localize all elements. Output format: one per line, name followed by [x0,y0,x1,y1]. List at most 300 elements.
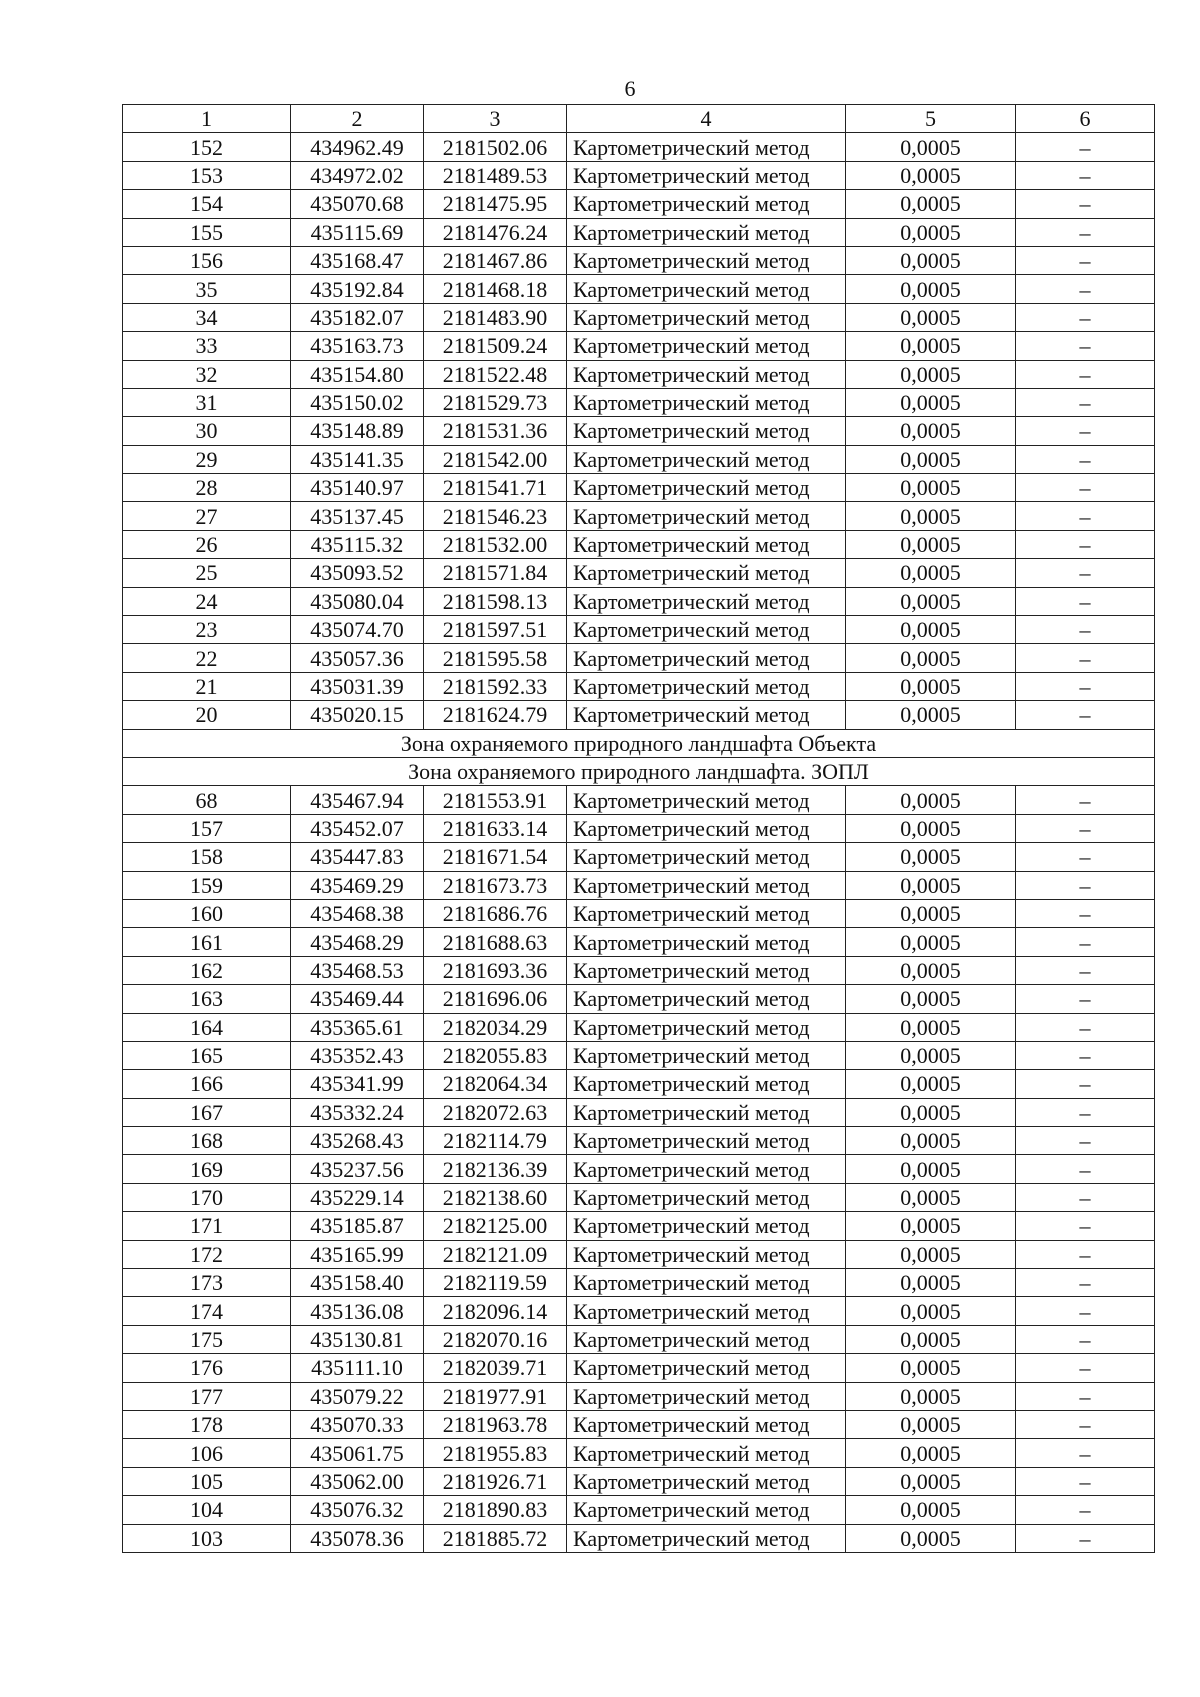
accuracy-cell: 0,0005 [846,701,1016,729]
point-number-cell: 33 [123,332,291,360]
x-coordinate-cell: 435140.97 [291,474,424,502]
y-coordinate-cell: 2181475.95 [424,190,567,218]
table-row [123,644,1155,672]
description-cell: – [1016,559,1155,587]
x-coordinate-cell: 435237.56 [291,1155,424,1183]
method-cell: Картометрический метод [567,1496,846,1524]
x-coordinate-cell: 435130.81 [291,1325,424,1353]
accuracy-cell: 0,0005 [846,303,1016,331]
method-cell: Картометрический метод [567,1212,846,1240]
point-number-cell: 152 [123,133,291,161]
point-number-cell: 31 [123,388,291,416]
accuracy-cell: 0,0005 [846,616,1016,644]
x-coordinate-cell: 435229.14 [291,1183,424,1211]
x-coordinate-cell: 434972.02 [291,161,424,189]
table-row [123,1155,1155,1183]
method-cell: Картометрический метод [567,1127,846,1155]
method-cell: Картометрический метод [567,616,846,644]
method-cell: Картометрический метод [567,360,846,388]
point-number-cell: 170 [123,1183,291,1211]
accuracy-cell: 0,0005 [846,474,1016,502]
y-coordinate-cell: 2182121.09 [424,1240,567,1268]
section-title-row [123,757,1155,785]
y-coordinate-cell: 2182119.59 [424,1269,567,1297]
point-number-cell: 103 [123,1524,291,1552]
method-cell: Картометрический метод [567,246,846,274]
point-number-cell: 22 [123,644,291,672]
point-number-cell: 26 [123,530,291,558]
y-coordinate-cell: 2182096.14 [424,1297,567,1325]
description-cell: – [1016,1410,1155,1438]
table-row [123,1382,1155,1410]
y-coordinate-cell: 2181885.72 [424,1524,567,1552]
method-cell: Картометрический метод [567,1439,846,1467]
accuracy-cell: 0,0005 [846,218,1016,246]
y-coordinate-cell: 2181532.00 [424,530,567,558]
accuracy-cell: 0,0005 [846,1382,1016,1410]
accuracy-cell: 0,0005 [846,1297,1016,1325]
method-cell: Картометрический метод [567,1070,846,1098]
description-cell: – [1016,1155,1155,1183]
y-coordinate-cell: 2181522.48 [424,360,567,388]
x-coordinate-cell: 435070.68 [291,190,424,218]
table-row [123,530,1155,558]
description-cell: – [1016,956,1155,984]
description-cell: – [1016,445,1155,473]
x-coordinate-cell: 435158.40 [291,1269,424,1297]
y-coordinate-cell: 2182039.71 [424,1354,567,1382]
accuracy-cell: 0,0005 [846,672,1016,700]
y-coordinate-cell: 2181467.86 [424,246,567,274]
description-cell: – [1016,190,1155,218]
x-coordinate-cell: 435468.29 [291,928,424,956]
accuracy-cell: 0,0005 [846,1155,1016,1183]
point-number-cell: 173 [123,1269,291,1297]
method-cell: Картометрический метод [567,502,846,530]
y-coordinate-cell: 2182114.79 [424,1127,567,1155]
point-number-cell: 172 [123,1240,291,1268]
description-cell: – [1016,303,1155,331]
table-row [123,1524,1155,1552]
table-row [123,1269,1155,1297]
method-cell: Картометрический метод [567,445,846,473]
table-row [123,303,1155,331]
point-number-cell: 156 [123,246,291,274]
accuracy-cell: 0,0005 [846,928,1016,956]
table-row [123,1410,1155,1438]
header-row [123,105,1155,133]
table-row [123,1070,1155,1098]
method-cell: Картометрический метод [567,1382,846,1410]
x-coordinate-cell: 435447.83 [291,843,424,871]
y-coordinate-cell: 2181696.06 [424,985,567,1013]
table-row [123,1297,1155,1325]
x-coordinate-cell: 435076.32 [291,1496,424,1524]
accuracy-cell: 0,0005 [846,275,1016,303]
accuracy-cell: 0,0005 [846,871,1016,899]
method-cell: Картометрический метод [567,190,846,218]
point-number-cell: 176 [123,1354,291,1382]
x-coordinate-cell: 435137.45 [291,502,424,530]
description-cell: – [1016,1325,1155,1353]
x-coordinate-cell: 435468.53 [291,956,424,984]
point-number-cell: 155 [123,218,291,246]
point-number-cell: 168 [123,1127,291,1155]
x-coordinate-cell: 435115.69 [291,218,424,246]
x-coordinate-cell: 435079.22 [291,1382,424,1410]
y-coordinate-cell: 2182055.83 [424,1041,567,1069]
accuracy-cell: 0,0005 [846,1070,1016,1098]
description-cell: – [1016,616,1155,644]
point-number-cell: 30 [123,417,291,445]
y-coordinate-cell: 2181592.33 [424,672,567,700]
accuracy-cell: 0,0005 [846,190,1016,218]
point-number-cell: 153 [123,161,291,189]
x-coordinate-cell: 435268.43 [291,1127,424,1155]
table-row [123,388,1155,416]
point-number-cell: 21 [123,672,291,700]
method-cell: Картометрический метод [567,1410,846,1438]
y-coordinate-cell: 2182064.34 [424,1070,567,1098]
table-body [123,133,1155,1553]
header-cell: 2 [291,105,424,133]
y-coordinate-cell: 2181624.79 [424,701,567,729]
header-cell: 3 [424,105,567,133]
point-number-cell: 68 [123,786,291,814]
method-cell: Картометрический метод [567,133,846,161]
section-title: Зона охраняемого природного ландшафта. ЗОПЛ [123,757,1155,785]
method-cell: Картометрический метод [567,1325,846,1353]
description-cell: – [1016,871,1155,899]
coordinates-table [122,104,1155,1553]
y-coordinate-cell: 2181509.24 [424,332,567,360]
x-coordinate-cell: 435467.94 [291,786,424,814]
method-cell: Картометрический метод [567,1098,846,1126]
x-coordinate-cell: 435332.24 [291,1098,424,1126]
description-cell: – [1016,1297,1155,1325]
y-coordinate-cell: 2181977.91 [424,1382,567,1410]
y-coordinate-cell: 2181542.00 [424,445,567,473]
method-cell: Картометрический метод [567,814,846,842]
point-number-cell: 161 [123,928,291,956]
x-coordinate-cell: 435111.10 [291,1354,424,1382]
description-cell: – [1016,701,1155,729]
y-coordinate-cell: 2181963.78 [424,1410,567,1438]
description-cell: – [1016,672,1155,700]
method-cell: Картометрический метод [567,1467,846,1495]
header-cell: 5 [846,105,1016,133]
description-cell: – [1016,1098,1155,1126]
x-coordinate-cell: 435150.02 [291,388,424,416]
x-coordinate-cell: 435341.99 [291,1070,424,1098]
description-cell: – [1016,246,1155,274]
accuracy-cell: 0,0005 [846,332,1016,360]
table-row [123,332,1155,360]
description-cell: – [1016,1240,1155,1268]
x-coordinate-cell: 435165.99 [291,1240,424,1268]
description-cell: – [1016,1524,1155,1552]
table-row [123,616,1155,644]
method-cell: Картометрический метод [567,899,846,927]
accuracy-cell: 0,0005 [846,1410,1016,1438]
accuracy-cell: 0,0005 [846,360,1016,388]
y-coordinate-cell: 2181955.83 [424,1439,567,1467]
y-coordinate-cell: 2181546.23 [424,502,567,530]
table-row [123,360,1155,388]
header-cell: 4 [567,105,846,133]
y-coordinate-cell: 2181597.51 [424,616,567,644]
point-number-cell: 177 [123,1382,291,1410]
method-cell: Картометрический метод [567,956,846,984]
description-cell: – [1016,360,1155,388]
header-cell: 6 [1016,105,1155,133]
point-number-cell: 166 [123,1070,291,1098]
table-row [123,502,1155,530]
method-cell: Картометрический метод [567,388,846,416]
y-coordinate-cell: 2181553.91 [424,786,567,814]
accuracy-cell: 0,0005 [846,1127,1016,1155]
y-coordinate-cell: 2182072.63 [424,1098,567,1126]
y-coordinate-cell: 2181489.53 [424,161,567,189]
y-coordinate-cell: 2182138.60 [424,1183,567,1211]
accuracy-cell: 0,0005 [846,956,1016,984]
point-number-cell: 157 [123,814,291,842]
accuracy-cell: 0,0005 [846,786,1016,814]
description-cell: – [1016,417,1155,445]
accuracy-cell: 0,0005 [846,1325,1016,1353]
accuracy-cell: 0,0005 [846,814,1016,842]
method-cell: Картометрический метод [567,587,846,615]
y-coordinate-cell: 2182125.00 [424,1212,567,1240]
table-row [123,1354,1155,1382]
method-cell: Картометрический метод [567,559,846,587]
description-cell: – [1016,928,1155,956]
method-cell: Картометрический метод [567,530,846,558]
description-cell: – [1016,1269,1155,1297]
method-cell: Картометрический метод [567,1297,846,1325]
x-coordinate-cell: 435061.75 [291,1439,424,1467]
x-coordinate-cell: 435185.87 [291,1212,424,1240]
point-number-cell: 27 [123,502,291,530]
table-row [123,814,1155,842]
accuracy-cell: 0,0005 [846,843,1016,871]
accuracy-cell: 0,0005 [846,1524,1016,1552]
x-coordinate-cell: 435352.43 [291,1041,424,1069]
table-row [123,1240,1155,1268]
y-coordinate-cell: 2181571.84 [424,559,567,587]
y-coordinate-cell: 2181926.71 [424,1467,567,1495]
point-number-cell: 171 [123,1212,291,1240]
x-coordinate-cell: 435154.80 [291,360,424,388]
description-cell: – [1016,644,1155,672]
y-coordinate-cell: 2181529.73 [424,388,567,416]
method-cell: Картометрический метод [567,332,846,360]
y-coordinate-cell: 2182070.16 [424,1325,567,1353]
accuracy-cell: 0,0005 [846,1240,1016,1268]
x-coordinate-cell: 435469.44 [291,985,424,1013]
section-title-row [123,729,1155,757]
table-row [123,445,1155,473]
description-cell: – [1016,587,1155,615]
x-coordinate-cell: 435192.84 [291,275,424,303]
x-coordinate-cell: 435074.70 [291,616,424,644]
point-number-cell: 164 [123,1013,291,1041]
method-cell: Картометрический метод [567,1041,846,1069]
description-cell: – [1016,814,1155,842]
y-coordinate-cell: 2181595.58 [424,644,567,672]
description-cell: – [1016,899,1155,927]
accuracy-cell: 0,0005 [846,644,1016,672]
description-cell: – [1016,502,1155,530]
x-coordinate-cell: 435115.32 [291,530,424,558]
y-coordinate-cell: 2182136.39 [424,1155,567,1183]
method-cell: Картометрический метод [567,218,846,246]
description-cell: – [1016,474,1155,502]
table-row [123,1098,1155,1126]
accuracy-cell: 0,0005 [846,445,1016,473]
table-row [123,956,1155,984]
method-cell: Картометрический метод [567,928,846,956]
x-coordinate-cell: 435469.29 [291,871,424,899]
table-row [123,559,1155,587]
point-number-cell: 174 [123,1297,291,1325]
point-number-cell: 23 [123,616,291,644]
table-row [123,133,1155,161]
accuracy-cell: 0,0005 [846,1013,1016,1041]
y-coordinate-cell: 2181502.06 [424,133,567,161]
accuracy-cell: 0,0005 [846,417,1016,445]
table-row [123,190,1155,218]
description-cell: – [1016,1127,1155,1155]
y-coordinate-cell: 2181688.63 [424,928,567,956]
method-cell: Картометрический метод [567,644,846,672]
x-coordinate-cell: 435168.47 [291,246,424,274]
accuracy-cell: 0,0005 [846,502,1016,530]
point-number-cell: 169 [123,1155,291,1183]
table-row [123,672,1155,700]
accuracy-cell: 0,0005 [846,1269,1016,1297]
table-row [123,246,1155,274]
y-coordinate-cell: 2181483.90 [424,303,567,331]
x-coordinate-cell: 435468.38 [291,899,424,927]
table-row [123,1467,1155,1495]
description-cell: – [1016,1212,1155,1240]
x-coordinate-cell: 435093.52 [291,559,424,587]
description-cell: – [1016,1041,1155,1069]
method-cell: Картометрический метод [567,672,846,700]
point-number-cell: 175 [123,1325,291,1353]
method-cell: Картометрический метод [567,303,846,331]
y-coordinate-cell: 2181673.73 [424,871,567,899]
x-coordinate-cell: 434962.49 [291,133,424,161]
method-cell: Картометрический метод [567,1240,846,1268]
x-coordinate-cell: 435365.61 [291,1013,424,1041]
x-coordinate-cell: 435080.04 [291,587,424,615]
page-number: 6 [624,76,636,101]
description-cell: – [1016,332,1155,360]
accuracy-cell: 0,0005 [846,1183,1016,1211]
accuracy-cell: 0,0005 [846,587,1016,615]
description-cell: – [1016,275,1155,303]
table-row [123,871,1155,899]
accuracy-cell: 0,0005 [846,985,1016,1013]
point-number-cell: 32 [123,360,291,388]
method-cell: Картометрический метод [567,1354,846,1382]
x-coordinate-cell: 435136.08 [291,1297,424,1325]
point-number-cell: 29 [123,445,291,473]
accuracy-cell: 0,0005 [846,246,1016,274]
x-coordinate-cell: 435163.73 [291,332,424,360]
y-coordinate-cell: 2181671.54 [424,843,567,871]
accuracy-cell: 0,0005 [846,530,1016,558]
x-coordinate-cell: 435452.07 [291,814,424,842]
point-number-cell: 165 [123,1041,291,1069]
accuracy-cell: 0,0005 [846,161,1016,189]
accuracy-cell: 0,0005 [846,1041,1016,1069]
x-coordinate-cell: 435141.35 [291,445,424,473]
point-number-cell: 25 [123,559,291,587]
x-coordinate-cell: 435182.07 [291,303,424,331]
description-cell: – [1016,1467,1155,1495]
accuracy-cell: 0,0005 [846,559,1016,587]
description-cell: – [1016,843,1155,871]
table-row [123,1212,1155,1240]
description-cell: – [1016,1070,1155,1098]
method-cell: Картометрический метод [567,417,846,445]
point-number-cell: 20 [123,701,291,729]
description-cell: – [1016,786,1155,814]
x-coordinate-cell: 435148.89 [291,417,424,445]
table-row [123,587,1155,615]
x-coordinate-cell: 435062.00 [291,1467,424,1495]
method-cell: Картометрический метод [567,275,846,303]
y-coordinate-cell: 2181541.71 [424,474,567,502]
description-cell: – [1016,1382,1155,1410]
method-cell: Картометрический метод [567,161,846,189]
table-row [123,1127,1155,1155]
point-number-cell: 34 [123,303,291,331]
method-cell: Картометрический метод [567,474,846,502]
table-row [123,786,1155,814]
table-row [123,275,1155,303]
point-number-cell: 158 [123,843,291,871]
method-cell: Картометрический метод [567,1524,846,1552]
point-number-cell: 24 [123,587,291,615]
y-coordinate-cell: 2181531.36 [424,417,567,445]
method-cell: Картометрический метод [567,843,846,871]
description-cell: – [1016,1496,1155,1524]
y-coordinate-cell: 2182034.29 [424,1013,567,1041]
table-row [123,1041,1155,1069]
accuracy-cell: 0,0005 [846,1212,1016,1240]
accuracy-cell: 0,0005 [846,1439,1016,1467]
x-coordinate-cell: 435057.36 [291,644,424,672]
accuracy-cell: 0,0005 [846,1354,1016,1382]
method-cell: Картометрический метод [567,786,846,814]
x-coordinate-cell: 435070.33 [291,1410,424,1438]
point-number-cell: 162 [123,956,291,984]
point-number-cell: 178 [123,1410,291,1438]
y-coordinate-cell: 2181468.18 [424,275,567,303]
description-cell: – [1016,161,1155,189]
point-number-cell: 160 [123,899,291,927]
point-number-cell: 104 [123,1496,291,1524]
point-number-cell: 28 [123,474,291,502]
y-coordinate-cell: 2181693.36 [424,956,567,984]
y-coordinate-cell: 2181633.14 [424,814,567,842]
point-number-cell: 167 [123,1098,291,1126]
point-number-cell: 105 [123,1467,291,1495]
